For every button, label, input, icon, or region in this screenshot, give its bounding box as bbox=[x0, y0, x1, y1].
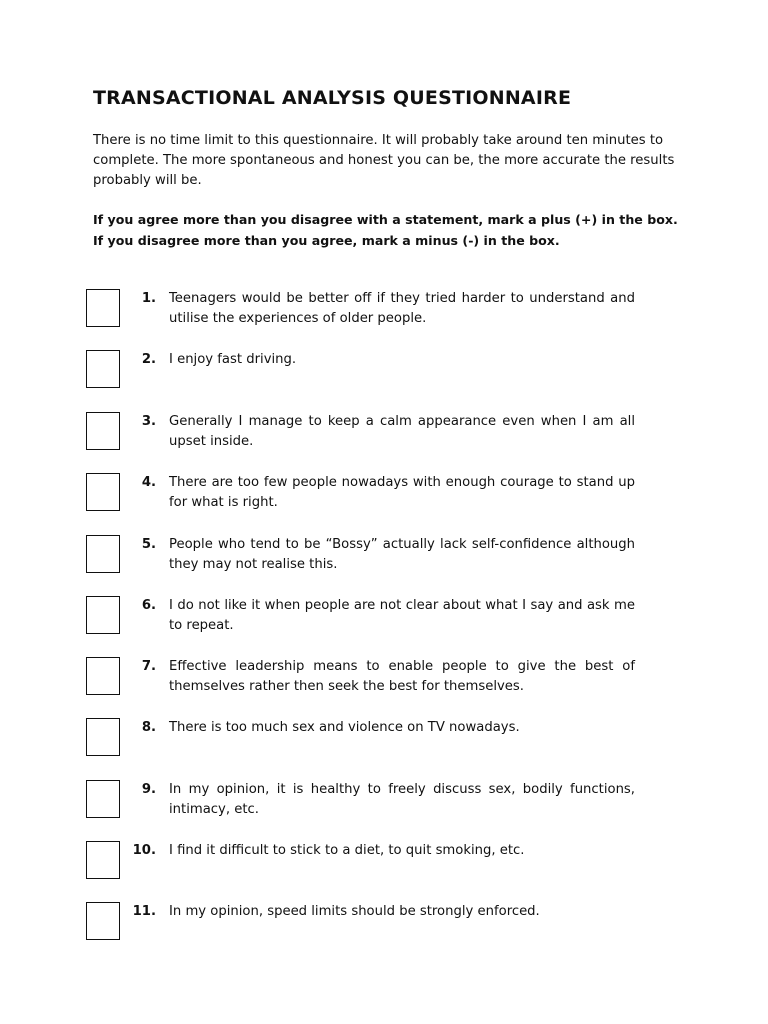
question-text: I find it difficult to stick to a diet, to quit smoking, etc. bbox=[169, 843, 525, 858]
answer-box-1[interactable] bbox=[86, 289, 120, 327]
answer-box-7[interactable] bbox=[86, 657, 120, 695]
question-text: I enjoy fast driving. bbox=[169, 352, 297, 367]
question-number: 8. bbox=[141, 720, 156, 735]
question-number: 10. bbox=[132, 843, 156, 858]
question-5 bbox=[86, 535, 646, 579]
answer-box-3[interactable] bbox=[86, 412, 120, 450]
question-text: People who tend to be “Bossy” actually lack self-confidence although they may not realise this. bbox=[169, 537, 635, 572]
question-number: 3. bbox=[141, 414, 156, 429]
instruction-agree: If you agree more than you disagree with a statement, mark a plus (+) in the box. bbox=[93, 212, 678, 227]
answer-box-9[interactable] bbox=[86, 780, 120, 818]
question-text: Effective leadership means to enable people to give the best of themselves rather then seek the best for themselves. bbox=[169, 659, 635, 694]
question-number: 4. bbox=[141, 475, 156, 490]
answer-box-6[interactable] bbox=[86, 596, 120, 634]
instruction-disagree: If you disagree more than you agree, mark a minus (-) in the box. bbox=[93, 232, 560, 248]
page-title: TRANSACTIONAL ANALYSIS QUESTIONNAIRE bbox=[93, 87, 572, 109]
question-text: There is too much sex and violence on TV nowadays. bbox=[169, 720, 520, 735]
answer-box-10[interactable] bbox=[86, 841, 120, 879]
question-text: Generally I manage to keep a calm appearance even when I am all upset inside. bbox=[169, 414, 635, 449]
answer-box-11[interactable] bbox=[86, 902, 120, 940]
question-number: 11. bbox=[132, 904, 156, 919]
question-number: 5. bbox=[141, 537, 156, 552]
question-text: There are too few people nowadays with enough courage to stand up for what is right. bbox=[169, 475, 635, 510]
question-10 bbox=[86, 841, 646, 885]
question-6 bbox=[86, 596, 646, 640]
question-number: 1. bbox=[141, 291, 156, 306]
question-number: 7. bbox=[141, 659, 156, 674]
question-2 bbox=[86, 350, 646, 394]
intro-paragraph: There is no time limit to this questionnaire. It will probably take around ten minutes to complete. The more spontaneous and honest you can be, the more accurate the results probably will be. bbox=[93, 133, 675, 188]
question-text: I do not like it when people are not clear about what I say and ask me to repeat. bbox=[169, 598, 635, 633]
question-4 bbox=[86, 473, 646, 517]
question-11 bbox=[86, 902, 646, 946]
answer-box-2[interactable] bbox=[86, 350, 120, 388]
answer-box-5[interactable] bbox=[86, 535, 120, 573]
answer-box-4[interactable] bbox=[86, 473, 120, 511]
question-3 bbox=[86, 412, 646, 456]
question-8 bbox=[86, 718, 646, 762]
question-number: 6. bbox=[141, 598, 156, 613]
question-number: 9. bbox=[141, 782, 156, 797]
answer-box-8[interactable] bbox=[86, 718, 120, 756]
question-1 bbox=[86, 289, 646, 333]
instructions bbox=[93, 210, 693, 251]
question-text: In my opinion, speed limits should be strongly enforced. bbox=[169, 904, 540, 919]
question-7 bbox=[86, 657, 646, 701]
question-9 bbox=[86, 780, 646, 824]
question-number: 2. bbox=[141, 352, 156, 367]
question-text: In my opinion, it is healthy to freely discuss sex, bodily functions, intimacy, etc. bbox=[169, 782, 635, 817]
question-text: Teenagers would be better off if they tried harder to understand and utilise the experiences of older people. bbox=[169, 291, 635, 326]
